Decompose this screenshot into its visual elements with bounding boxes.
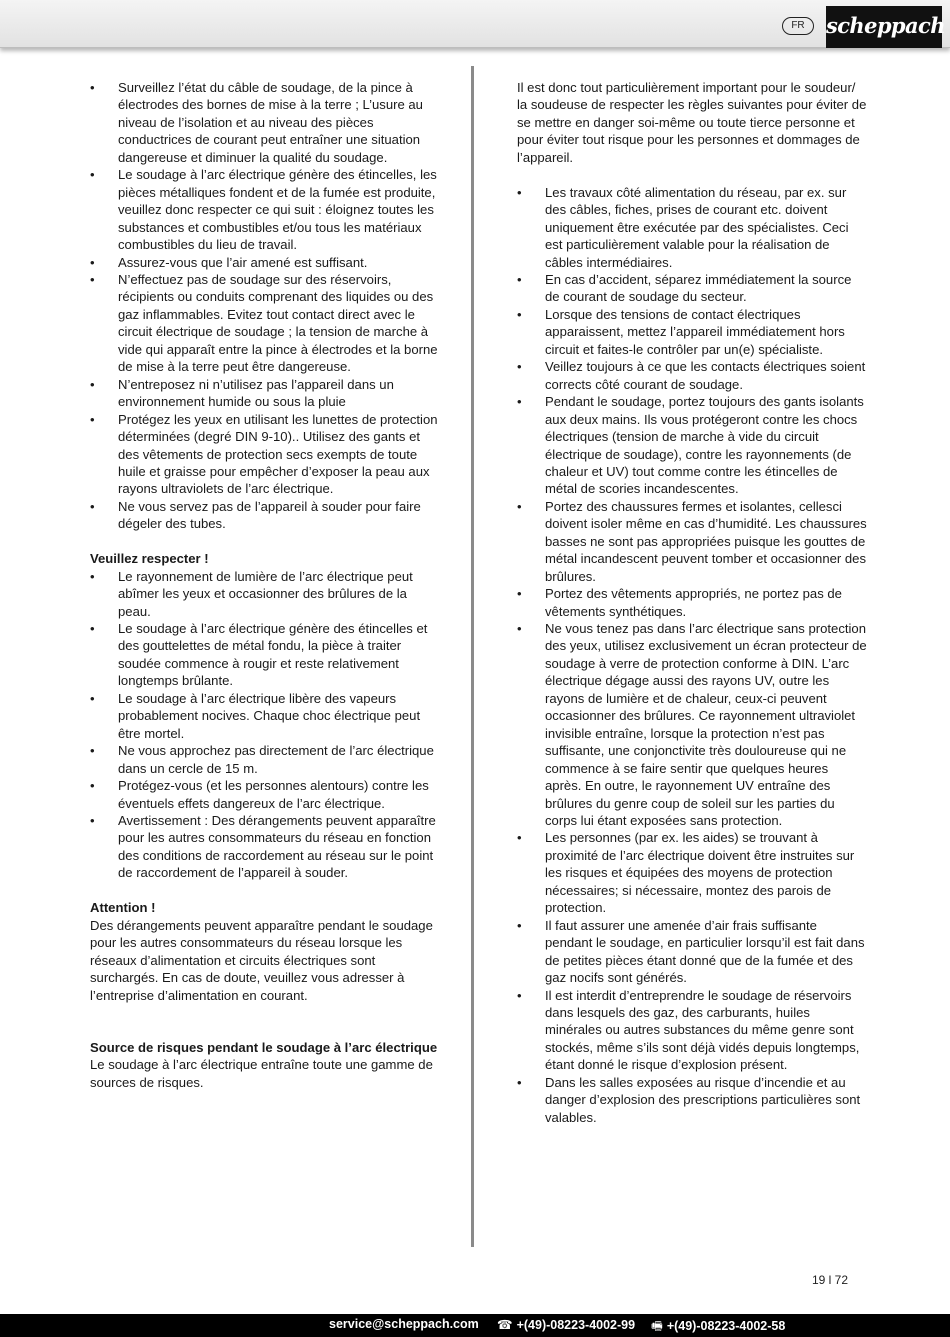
brand-logo: scheppach — [826, 6, 942, 48]
header-bar — [0, 0, 950, 48]
list-item: • N’entreposez ni n’utilisez pas l’appareil dans un environnement humide ou sous la pluie — [90, 376, 440, 411]
list-item: • Le soudage à l’arc électrique libère des vapeurs probablement nocives. Chaque choc électrique peut être mortel. — [90, 690, 440, 742]
section-heading-respect: Veuillez respecter ! — [90, 551, 209, 567]
list-item: • Avertissement : Des dérangements peuvent apparaître pour les autres consommateurs du réseau en fonction des conditions de raccordement au réseau sur le point de raccordement de l’appareil à souder. — [90, 812, 440, 882]
footer-fax — [651, 1317, 785, 1337]
phone-number: +(49)-08223-4002-99 — [516, 1318, 636, 1332]
attention-paragraph: Des dérangements peuvent apparaître pendant le soudage pour les autres consommateurs du réseau lorsque les réseaux d’alimentation et circuits électriques sont surchargés. En cas de doute, veuillez vous adresser à l’entreprise d’alimentation en courant. — [90, 917, 433, 1003]
list-item: • Pendant le soudage, portez toujours des gants isolants aux deux mains. Ils vous protégeront contre les chocs électriques (tension de marche à vide du circuit électrique de soudage), contre les rayonnements (de chaleur et UV) tout comme contre les étincelles de métal de scories incandescentes. — [517, 393, 867, 498]
list-item: • Le soudage à l’arc électrique génère des étincelles, les pièces métalliques fondent et de la fumée est produite, veuillez donc respecter ce qui suit : éloignez toutes les substances et combustibles et/ou tous les matériaux combustibles du lieu de travail. — [90, 166, 440, 253]
list-item: • Assurez-vous que l’air amené est suffisant. — [90, 254, 440, 271]
risks-paragraph: Le soudage à l’arc électrique entraîne toute une gamme de sources de risques. — [90, 1057, 433, 1090]
list-item: • Protégez-vous (et les personnes alentours) contre les éventuels effets dangereux de l’arc électrique. — [90, 777, 440, 812]
list-item: • Ne vous tenez pas dans l’arc électrique sans protection des yeux, utilisez exclusivement un écran protecteur de soudage à verre de protection conforme à DIN. L’arc électrique dégage aussi des rayons UV, outre les rayons de lumière et de chaleur, ceux-ci peuvent occasionner des brûlures. Ce rayonnement ultraviolet invisible entraîne, lorsque la protection n’est pas suffisante, une conjonctivite très douloureuse qui ne commence à se faire sentir que quelques heures après. En outre, le rayonnement UV entraîne des brûlures du genre coup de soleil sur les parties du corps lui étant exposées sans protection. — [517, 620, 867, 829]
list-item: • Dans les salles exposées au risque d’incendie et au danger d’explosion des prescriptions particulières sont valables. — [517, 1074, 867, 1126]
list-item: • Surveillez l’état du câble de soudage, de la pince à électrodes des bornes de mise à la terre ; L’usure au niveau de l’isolation et au niveau des pièces conductrices de courant peut entraîner une situation dangereuse et diminuer la qualité du soudage. — [90, 79, 440, 166]
list-item: • Portez des chaussures fermes et isolantes, cellesci doivent isoler même en cas d’humidité. Les chaussures basses ne sont pas appropriées puisque les gouttes de métal incandescent peuvent tomber et occasionner des brûlures. — [517, 498, 867, 585]
phone-icon: ☎ — [497, 1318, 513, 1332]
list-item: • Protégez les yeux en utilisant les lunettes de protection déterminées (degré DIN 9-10).. Utilisez des gants et des vêtements de protection secs exempts de toute huile et graisse pour empêcher d’exposer la peau aux rayons ultraviolets de l’arc électrique. — [90, 411, 440, 498]
list-item: • N’effectuez pas de soudage sur des réservoirs, récipients ou conduits comprenant des liquides ou des gaz inflammables. Evitez tout contact direct avec le circuit électrique de soudage ; la tension de marche à vide qui apparaît entre la pince à électrodes et la borne de mise à la terre peut être dangereuse. — [90, 271, 440, 376]
page-number: 19 l 72 — [812, 1273, 849, 1287]
list-item: • Ne vous approchez pas directement de l’arc électrique dans un cercle de 15 m. — [90, 742, 440, 777]
bullet-list-rules — [517, 184, 867, 1126]
list-item: • Portez des vêtements appropriés, ne portez pas de vêtements synthétiques. — [517, 585, 867, 620]
bullet-list-safety — [90, 79, 440, 533]
bullet-list-respect — [90, 568, 440, 882]
list-item: • Le soudage à l’arc électrique génère des étincelles et des gouttelettes de métal fondu, la pièce à traiter soudée commence à rougir et reste relativement longtemps brûlante. — [90, 620, 440, 690]
section-heading-attention: Attention ! — [90, 900, 156, 916]
list-item: • En cas d’accident, séparez immédiatement la source de courant de soudage du secteur. — [517, 271, 867, 306]
list-item: • Le rayonnement de lumière de l’arc électrique peut abîmer les yeux et occasionner des brûlures de la peau. — [90, 568, 440, 620]
list-item: • Il faut assurer une amenée d’air frais suffisante pendant le soudage, en particulier lorsqu’il est fait dans de petites pièces étant donné que de la fumée et des gaz nocifs sont générés. — [517, 917, 867, 987]
footer-email[interactable]: service@scheppach.com — [329, 1317, 479, 1331]
intro-paragraph: Il est donc tout particulièrement important pour le soudeur/ la soudeuse de respecter les règles suivantes pour éviter de se mettre en danger soi-même ou toute tierce personne et pour éviter tout risque pour les personnes et dommages de l’appareil. — [517, 80, 867, 165]
right-column — [517, 79, 867, 1126]
list-item: • Veillez toujours à ce que les contacts électriques soient corrects côté courant de soudage. — [517, 358, 867, 393]
list-item: • Les travaux côté alimentation du réseau, par ex. sur des câbles, fiches, prises de courant etc. doivent uniquement être exécutée par des spécialistes. Ceci est particulièrement valable pour la réalisation de câbles intermédiaires. — [517, 184, 867, 271]
fax-icon: 🖷 — [651, 1319, 663, 1333]
footer-phone — [497, 1317, 635, 1332]
list-item: • Les personnes (par ex. les aides) se trouvant à proximité de l’arc électrique doivent être instruites sur les risques et équipées des moyens de protection nécessaires; si nécessaire, montez des parois de protection. — [517, 829, 867, 916]
footer-bar — [0, 1314, 950, 1337]
list-item: • Lorsque des tensions de contact électriques apparaissent, mettez l’appareil immédiatement hors circuit et faites-le contrôler par un(e) spécialiste. — [517, 306, 867, 358]
column-divider — [471, 66, 474, 1247]
left-column — [90, 79, 440, 1091]
language-badge: FR — [782, 17, 814, 35]
list-item: • Ne vous servez pas de l’appareil à souder pour faire dégeler des tubes. — [90, 498, 440, 533]
fax-number: +(49)-08223-4002-58 — [666, 1319, 786, 1333]
section-heading-risks: Source de risques pendant le soudage à l’arc électrique — [90, 1039, 438, 1055]
list-item: • Il est interdit d’entreprendre le soudage de réservoirs dans lesquels des gaz, des carburants, huiles minérales ou autres substances du même genre sont stockés, même s’ils sont déjà vidés depuis longtemps, étant donné le risque d’explosion présent. — [517, 987, 867, 1074]
